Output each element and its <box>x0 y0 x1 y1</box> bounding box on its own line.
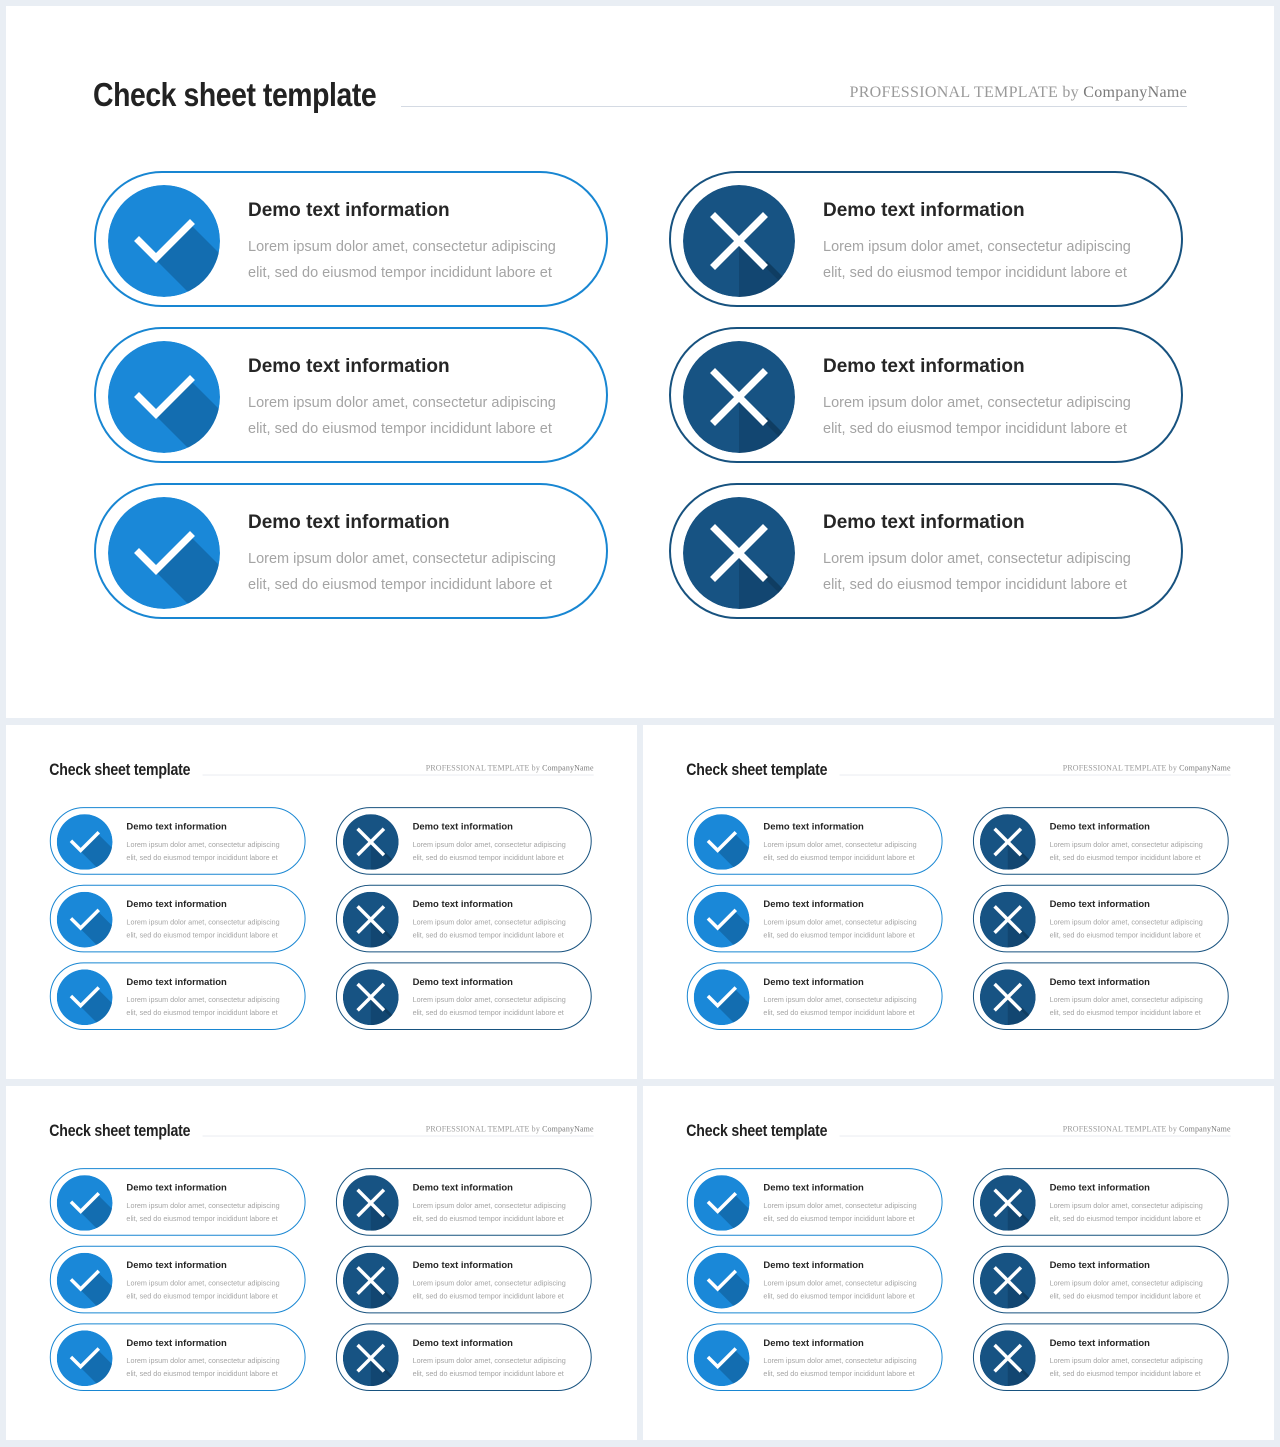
item-description-line-2: elit, sed do eiusmod tempor incididunt labore et <box>126 1009 278 1018</box>
item-title: Demo text information <box>126 1260 227 1271</box>
cross-item-2 <box>336 885 592 953</box>
cross-item-2 <box>973 885 1229 953</box>
checkmark-icon <box>694 969 750 1025</box>
slide-title: Check sheet template <box>93 76 377 113</box>
item-description <box>126 994 290 1020</box>
item-title: Demo text information <box>763 899 864 910</box>
item-title: Demo text information <box>412 1260 513 1271</box>
slide-main <box>6 6 1274 718</box>
item-description <box>1050 1277 1214 1303</box>
item-title: Demo text information <box>823 356 1025 377</box>
item-description-line-2: elit, sed do eiusmod tempor incididunt labore et <box>763 931 915 940</box>
item-description-line-1: Lorem ipsum dolor amet, consectetur adipiscing <box>412 996 566 1005</box>
item-description <box>126 1199 290 1225</box>
item-description-line-1: Lorem ipsum dolor amet, consectetur adipiscing <box>823 239 1131 255</box>
item-description-line-1: Lorem ipsum dolor amet, consectetur adipiscing <box>248 551 556 567</box>
item-title: Demo text information <box>763 1260 864 1271</box>
item-description-line-2: elit, sed do eiusmod tempor incididunt labore et <box>763 1292 915 1301</box>
cross-item-3 <box>336 962 592 1030</box>
slide-thumbnail <box>6 725 637 1079</box>
cross-icon <box>980 814 1036 870</box>
item-description-line-1: Lorem ipsum dolor amet, consectetur adipiscing <box>763 1279 917 1288</box>
slide-thumbnail <box>6 1086 637 1440</box>
item-description <box>763 1277 927 1303</box>
cross-item-1 <box>336 807 592 875</box>
item-description-line-1: Lorem ipsum dolor amet, consectetur adipiscing <box>763 840 917 849</box>
item-description-line-2: elit, sed do eiusmod tempor incididunt labore et <box>126 931 278 940</box>
item-title: Demo text information <box>1049 821 1150 832</box>
item-title: Demo text information <box>126 976 227 988</box>
cross-icon <box>980 892 1036 948</box>
item-title: Demo text information <box>1049 1337 1150 1349</box>
item-title: Demo text information <box>126 821 227 832</box>
checkmark-icon <box>57 969 113 1025</box>
checkmark-icon <box>694 1175 750 1231</box>
item-description <box>413 838 577 864</box>
item-description-line-2: elit, sed do eiusmod tempor incididunt labore et <box>126 1370 278 1379</box>
item-description-line-2: elit, sed do eiusmod tempor incididunt labore et <box>1049 853 1201 862</box>
item-description <box>823 390 1153 442</box>
cross-icon <box>683 341 795 453</box>
item-description <box>126 1277 290 1303</box>
item-description-line-1: Lorem ipsum dolor amet, consectetur adipiscing <box>412 840 566 849</box>
brand-tagline <box>426 1125 594 1134</box>
item-description-line-2: elit, sed do eiusmod tempor incididunt labore et <box>1049 931 1201 940</box>
check-item-1 <box>687 1168 943 1236</box>
item-description-line-1: Lorem ipsum dolor amet, consectetur adipiscing <box>1049 840 1203 849</box>
item-description-line-2: elit, sed do eiusmod tempor incididunt labore et <box>412 853 564 862</box>
item-title: Demo text information <box>248 356 450 377</box>
item-description-line-2: elit, sed do eiusmod tempor incididunt labore et <box>412 1292 564 1301</box>
item-description <box>823 234 1153 286</box>
item-title: Demo text information <box>412 1337 513 1349</box>
brand-tagline <box>1063 764 1231 773</box>
item-description-line-1: Lorem ipsum dolor amet, consectetur adipiscing <box>126 918 280 927</box>
item-title: Demo text information <box>763 1182 864 1193</box>
item-description-line-1: Lorem ipsum dolor amet, consectetur adipiscing <box>1049 1357 1203 1366</box>
item-description-line-1: Lorem ipsum dolor amet, consectetur adipiscing <box>763 996 917 1005</box>
item-title: Demo text information <box>1049 1182 1150 1193</box>
item-description-line-2: elit, sed do eiusmod tempor incididunt labore et <box>248 265 552 281</box>
cross-icon <box>980 1253 1036 1309</box>
item-description <box>413 916 577 942</box>
item-title: Demo text information <box>1049 899 1150 910</box>
slide-title: Check sheet template <box>686 1120 828 1140</box>
slide-title: Check sheet template <box>49 759 191 779</box>
item-description-line-2: elit, sed do eiusmod tempor incididunt labore et <box>1049 1370 1201 1379</box>
check-item-2 <box>50 1246 306 1314</box>
item-title: Demo text information <box>763 821 864 832</box>
item-description-line-1: Lorem ipsum dolor amet, consectetur adipiscing <box>248 395 556 411</box>
item-description <box>763 1199 927 1225</box>
cross-item-1 <box>336 1168 592 1236</box>
item-description-line-2: elit, sed do eiusmod tempor incididunt labore et <box>763 1370 915 1379</box>
item-description <box>1050 1355 1214 1381</box>
check-item-2 <box>94 327 608 463</box>
item-description-line-2: elit, sed do eiusmod tempor incididunt labore et <box>823 577 1127 593</box>
item-title: Demo text information <box>126 899 227 910</box>
checkmark-icon <box>57 1330 113 1386</box>
item-description <box>413 1199 577 1225</box>
brand-company: CompanyName <box>542 1124 594 1134</box>
item-description-line-1: Lorem ipsum dolor amet, consectetur adipiscing <box>763 1201 917 1210</box>
cross-icon <box>343 969 399 1025</box>
item-description-line-2: elit, sed do eiusmod tempor incididunt labore et <box>1049 1214 1201 1223</box>
item-description-line-1: Lorem ipsum dolor amet, consectetur adipiscing <box>823 395 1131 411</box>
slide-title: Check sheet template <box>686 759 828 779</box>
item-title: Demo text information <box>823 200 1025 221</box>
item-title: Demo text information <box>1049 976 1150 988</box>
cross-icon <box>980 1330 1036 1386</box>
brand-prefix: PROFESSIONAL TEMPLATE by <box>849 84 1084 101</box>
item-description-line-2: elit, sed do eiusmod tempor incididunt labore et <box>126 1292 278 1301</box>
item-description-line-1: Lorem ipsum dolor amet, consectetur adipiscing <box>1049 918 1203 927</box>
item-description <box>1050 994 1214 1020</box>
item-description-line-2: elit, sed do eiusmod tempor incididunt labore et <box>248 577 552 593</box>
item-description <box>126 1355 290 1381</box>
cross-item-3 <box>973 962 1229 1030</box>
brand-company: CompanyName <box>542 763 594 773</box>
cross-icon <box>343 892 399 948</box>
check-item-2 <box>687 885 943 953</box>
check-item-3 <box>687 962 943 1030</box>
brand-tagline <box>426 764 594 773</box>
brand-company: CompanyName <box>1179 1124 1231 1134</box>
checkmark-icon <box>57 892 113 948</box>
item-description <box>823 546 1153 598</box>
slide-thumbnail <box>643 725 1274 1079</box>
item-description <box>763 994 927 1020</box>
item-description-line-1: Lorem ipsum dolor amet, consectetur adipiscing <box>763 1357 917 1366</box>
check-item-3 <box>50 1323 306 1391</box>
cross-item-2 <box>336 1246 592 1314</box>
item-title: Demo text information <box>412 976 513 988</box>
item-description <box>248 390 578 442</box>
item-title: Demo text information <box>126 1182 227 1193</box>
cross-item-1 <box>973 1168 1229 1236</box>
brand-prefix: PROFESSIONAL TEMPLATE by <box>1062 1124 1180 1134</box>
item-description-line-2: elit, sed do eiusmod tempor incididunt labore et <box>412 931 564 940</box>
brand-company: CompanyName <box>1083 84 1187 101</box>
cross-icon <box>980 1175 1036 1231</box>
cross-item-3 <box>669 483 1183 619</box>
item-description-line-1: Lorem ipsum dolor amet, consectetur adipiscing <box>126 1201 280 1210</box>
item-description <box>763 838 927 864</box>
item-description-line-2: elit, sed do eiusmod tempor incididunt labore et <box>1049 1292 1201 1301</box>
item-description <box>248 546 578 598</box>
item-description-line-2: elit, sed do eiusmod tempor incididunt labore et <box>412 1009 564 1018</box>
cross-icon <box>980 969 1036 1025</box>
brand-prefix: PROFESSIONAL TEMPLATE by <box>425 1124 543 1134</box>
checkmark-icon <box>694 1330 750 1386</box>
cross-item-2 <box>973 1246 1229 1314</box>
item-description <box>413 1277 577 1303</box>
check-item-2 <box>50 885 306 953</box>
check-item-1 <box>687 807 943 875</box>
checkmark-icon <box>694 1253 750 1309</box>
item-description-line-2: elit, sed do eiusmod tempor incididunt labore et <box>248 421 552 437</box>
item-description-line-1: Lorem ipsum dolor amet, consectetur adipiscing <box>763 918 917 927</box>
item-description-line-1: Lorem ipsum dolor amet, consectetur adipiscing <box>126 840 280 849</box>
check-item-3 <box>94 483 608 619</box>
brand-tagline <box>1063 1125 1231 1134</box>
cross-item-1 <box>669 171 1183 307</box>
item-description <box>1050 1199 1214 1225</box>
checkmark-icon <box>108 341 220 453</box>
item-description <box>126 916 290 942</box>
item-description-line-2: elit, sed do eiusmod tempor incididunt labore et <box>412 1214 564 1223</box>
item-title: Demo text information <box>1049 1260 1150 1271</box>
check-item-3 <box>50 962 306 1030</box>
check-item-2 <box>687 1246 943 1314</box>
slide-title: Check sheet template <box>49 1120 191 1140</box>
item-description-line-1: Lorem ipsum dolor amet, consectetur adipiscing <box>412 1279 566 1288</box>
item-description-line-2: elit, sed do eiusmod tempor incididunt labore et <box>823 421 1127 437</box>
item-description-line-2: elit, sed do eiusmod tempor incididunt labore et <box>126 853 278 862</box>
checkmark-icon <box>57 814 113 870</box>
item-title: Demo text information <box>248 200 450 221</box>
item-description-line-2: elit, sed do eiusmod tempor incididunt labore et <box>1049 1009 1201 1018</box>
title-divider <box>401 106 1187 107</box>
item-description-line-1: Lorem ipsum dolor amet, consectetur adipiscing <box>412 1201 566 1210</box>
checkmark-icon <box>694 892 750 948</box>
checkmark-icon <box>108 185 220 297</box>
item-title: Demo text information <box>763 1337 864 1349</box>
cross-item-1 <box>973 807 1229 875</box>
item-description-line-1: Lorem ipsum dolor amet, consectetur adipiscing <box>823 551 1131 567</box>
item-title: Demo text information <box>126 1337 227 1349</box>
item-description-line-1: Lorem ipsum dolor amet, consectetur adipiscing <box>248 239 556 255</box>
item-description <box>1050 916 1214 942</box>
item-description <box>126 838 290 864</box>
cross-icon <box>343 1330 399 1386</box>
cross-item-2 <box>669 327 1183 463</box>
checkmark-icon <box>108 497 220 609</box>
item-description-line-1: Lorem ipsum dolor amet, consectetur adipiscing <box>126 996 280 1005</box>
check-item-3 <box>687 1323 943 1391</box>
item-description <box>413 994 577 1020</box>
item-description <box>763 916 927 942</box>
item-description-line-2: elit, sed do eiusmod tempor incididunt labore et <box>412 1370 564 1379</box>
item-description-line-1: Lorem ipsum dolor amet, consectetur adipiscing <box>1049 1201 1203 1210</box>
item-description <box>248 234 578 286</box>
cross-item-3 <box>973 1323 1229 1391</box>
brand-company: CompanyName <box>1179 763 1231 773</box>
brand-prefix: PROFESSIONAL TEMPLATE by <box>1062 763 1180 773</box>
item-description-line-1: Lorem ipsum dolor amet, consectetur adipiscing <box>126 1357 280 1366</box>
item-title: Demo text information <box>412 1182 513 1193</box>
cross-item-3 <box>336 1323 592 1391</box>
item-description-line-1: Lorem ipsum dolor amet, consectetur adipiscing <box>412 918 566 927</box>
item-title: Demo text information <box>823 512 1025 533</box>
checkmark-icon <box>57 1253 113 1309</box>
item-title: Demo text information <box>412 821 513 832</box>
check-item-1 <box>50 807 306 875</box>
checkmark-icon <box>57 1175 113 1231</box>
item-description-line-1: Lorem ipsum dolor amet, consectetur adipiscing <box>1049 996 1203 1005</box>
item-description-line-1: Lorem ipsum dolor amet, consectetur adipiscing <box>1049 1279 1203 1288</box>
cross-icon <box>683 185 795 297</box>
item-description <box>413 1355 577 1381</box>
item-description <box>1050 838 1214 864</box>
item-title: Demo text information <box>763 976 864 988</box>
cross-icon <box>683 497 795 609</box>
item-title: Demo text information <box>412 899 513 910</box>
item-description-line-2: elit, sed do eiusmod tempor incididunt labore et <box>126 1214 278 1223</box>
item-title: Demo text information <box>248 512 450 533</box>
cross-icon <box>343 1253 399 1309</box>
brand-prefix: PROFESSIONAL TEMPLATE by <box>425 763 543 773</box>
cross-icon <box>343 814 399 870</box>
item-description-line-1: Lorem ipsum dolor amet, consectetur adipiscing <box>126 1279 280 1288</box>
brand-tagline <box>850 84 1187 102</box>
item-description-line-2: elit, sed do eiusmod tempor incididunt labore et <box>823 265 1127 281</box>
slide-thumbnail <box>643 1086 1274 1440</box>
item-description-line-2: elit, sed do eiusmod tempor incididunt labore et <box>763 1214 915 1223</box>
cross-icon <box>343 1175 399 1231</box>
checkmark-icon <box>694 814 750 870</box>
item-description-line-2: elit, sed do eiusmod tempor incididunt labore et <box>763 853 915 862</box>
check-item-1 <box>94 171 608 307</box>
item-description-line-2: elit, sed do eiusmod tempor incididunt labore et <box>763 1009 915 1018</box>
item-description <box>763 1355 927 1381</box>
item-description-line-1: Lorem ipsum dolor amet, consectetur adipiscing <box>412 1357 566 1366</box>
check-item-1 <box>50 1168 306 1236</box>
